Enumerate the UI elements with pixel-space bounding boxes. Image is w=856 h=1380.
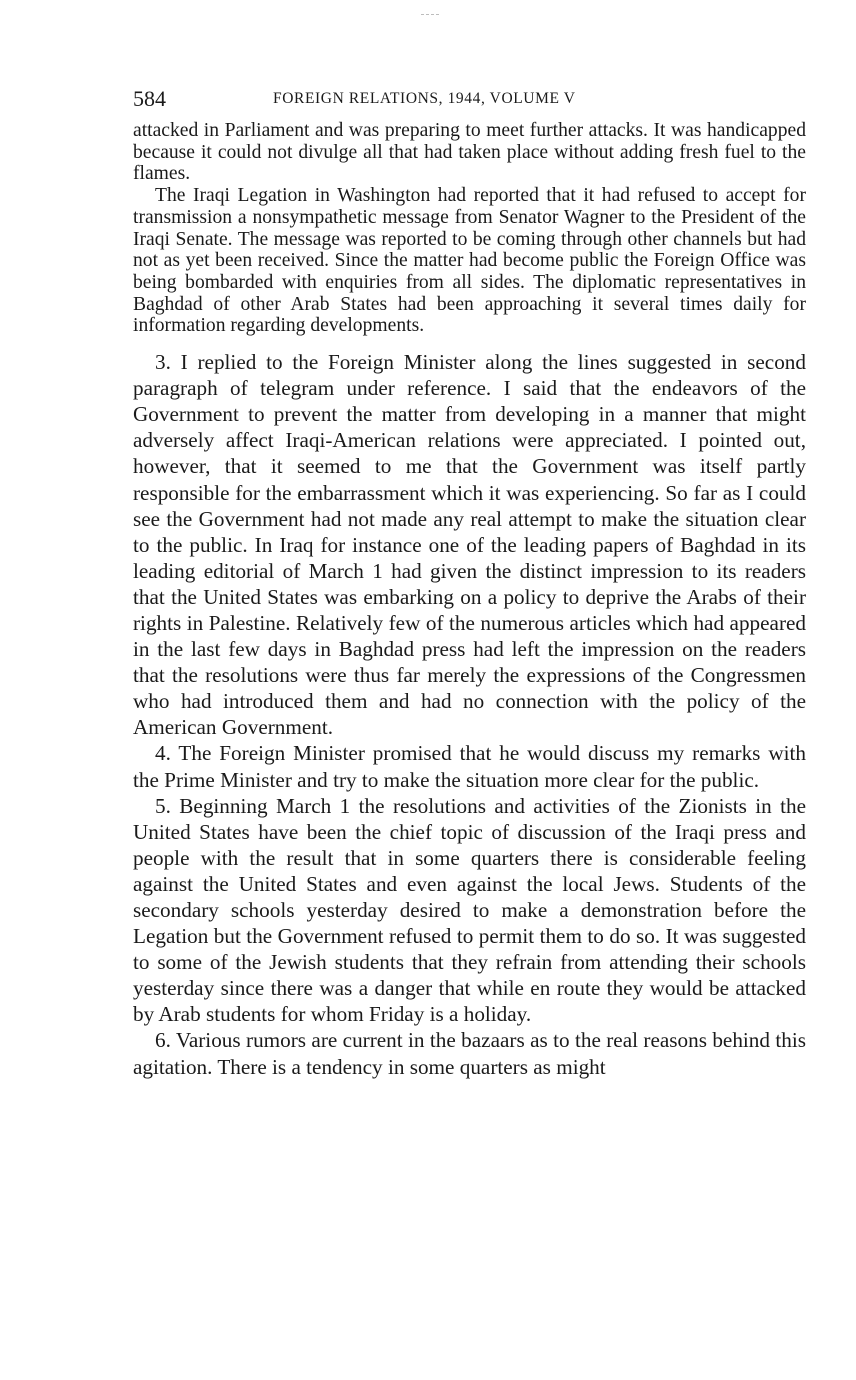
paragraph-3: 3. I replied to the Foreign Minister along the lines suggested in second paragraph of telegram under reference. I said that the endeavors of the Government to prevent the matter from developing in a manner that might adversely affect Iraqi-American relations were appreciated. I pointed out, however, that it seemed to me that the Government was itself partly responsible for the embarrassment which it was experiencing. So far as I could see the Government had not made any real attempt to make the situation clear to the public. In Iraq for instance one of the leading papers of Baghdad in its leading editorial of March 1 had given the distinct impression to its readers that the United States was embarking on a policy to deprive the Arabs of their rights in Palestine. Relatively few of the numerous articles which had appeared in the last few days in Baghdad press had left the impression on the readers that the resolutions were thus far merely the expressions of the Congressmen who had introduced them and had no connection with the policy of the American Government.: [133, 350, 806, 740]
quoted-paragraph-continuation: attacked in Parliament and was preparing to meet further attacks. It was handicapped because it could not divulge all that had taken place without adding fresh fuel to the flames.: [133, 120, 806, 185]
page-number: 584: [133, 86, 166, 111]
page-header: [133, 86, 806, 116]
paragraph-6: 6. Various rumors are current in the bazaars as to the real reasons behind this agitation. There is a tendency in some quarters as might: [133, 1028, 806, 1079]
main-text-block: [133, 349, 806, 1080]
document-page: [133, 86, 806, 1080]
quoted-summary-block: [133, 120, 806, 337]
running-head: FOREIGN RELATIONS, 1944, VOLUME V: [273, 90, 576, 107]
scan-artifact-mark: [421, 14, 439, 16]
paragraph-5: 5. Beginning March 1 the resolutions and activities of the Zionists in the United States have been the chief topic of discussion of the Iraqi press and people with the result that in some quarters there is considerable feeling against the United States and even against the local Jews. Students of the secondary schools yesterday desired to make a demonstration before the Legation but the Government refused to permit them to do so. It was suggested to some of the Jewish students that they refrain from attending their schools yesterday since there was a danger that while en route they would be attacked by Arab students for whom Friday is a holiday.: [133, 793, 806, 1027]
quoted-paragraph-legation: The Iraqi Legation in Washington had reported that it had refused to accept for transmission a nonsympathetic message from Senator Wagner to the President of the Iraqi Senate. The message was reported to be coming through other channels but had not as yet been received. Since the matter had become public the Foreign Office was being bombarded with enquiries from all sides. The diplomatic representatives in Baghdad of other Arab States had been approaching it several times daily for information regarding developments.: [133, 185, 806, 337]
paragraph-4: 4. The Foreign Minister promised that he would discuss my remarks with the Prime Minister and try to make the situation more clear for the public.: [133, 741, 806, 792]
